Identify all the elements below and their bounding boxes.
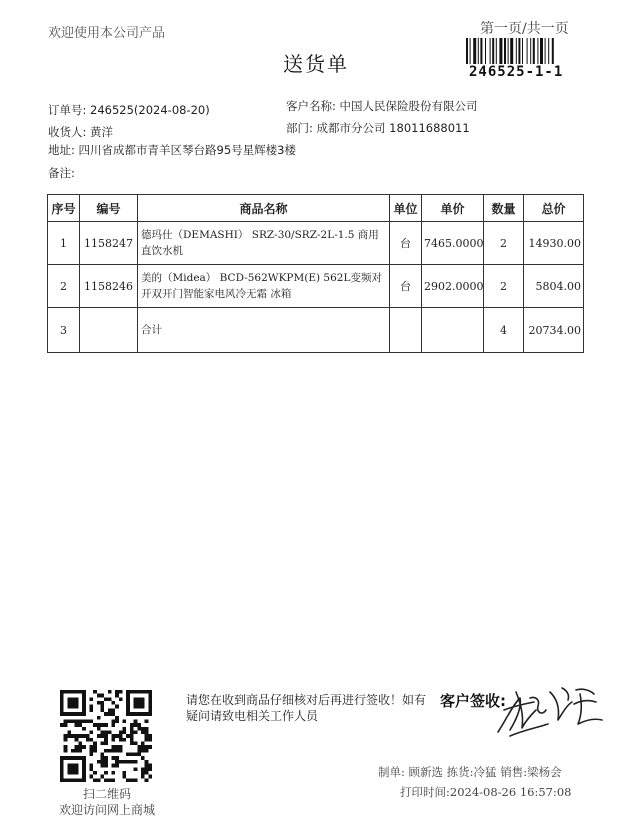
cell-unit-price <box>422 308 484 353</box>
header-seq: 序号 <box>48 195 80 222</box>
cell-unit: 台 <box>390 222 422 265</box>
cell-unit <box>390 308 422 353</box>
cell-code <box>80 308 138 353</box>
cell-seq: 1 <box>48 222 80 265</box>
qr-caption <box>48 786 166 818</box>
cell-product-name: 德玛仕（DEMASHI） SRZ-30/SRZ-2L-1.5 商用直饮水机 <box>138 222 390 265</box>
sign-notice: 请您在收到商品仔细核对后再进行签收！如有疑问请致电相关工作人员 <box>186 693 427 723</box>
table-row-summary <box>48 308 584 353</box>
items-table <box>47 194 584 353</box>
header-quantity: 数量 <box>484 195 524 222</box>
table-row <box>48 222 584 265</box>
qr-caption-line-2: 欢迎访问网上商城 <box>58 803 155 817</box>
cell-unit: 台 <box>390 265 422 308</box>
address: 地址: 四川省成都市青羊区琴台路95号星辉楼3楼 <box>48 143 296 157</box>
print-time: 打印时间:2024-08-26 16:57:08 <box>400 785 572 799</box>
cell-seq: 2 <box>48 265 80 308</box>
page-indicator: 第一页/共一页 <box>480 21 569 37</box>
customer-name: 客户名称: 中国人民保险股份有限公司 <box>286 99 478 113</box>
cell-grand-total: 20734.00 <box>524 308 584 353</box>
receiver: 收货人: 黄洋 <box>48 125 114 139</box>
department: 部门: 成都市分公司 18011688011 <box>286 121 470 135</box>
header-product-name: 商品名称 <box>138 195 390 222</box>
welcome-text: 欢迎使用本公司产品 <box>48 26 166 41</box>
qr-caption-line-1: 扫二维码 <box>82 787 131 801</box>
cell-quantity-sum: 4 <box>484 308 524 353</box>
header-unit: 单位 <box>390 195 422 222</box>
cell-quantity: 2 <box>484 222 524 265</box>
note-label: 备注: <box>48 166 75 180</box>
cell-quantity: 2 <box>484 265 524 308</box>
staff-info: 制单: 顾新选 拣货:冷猛 销售:梁杨会 <box>378 765 562 779</box>
cell-product-name: 美的（Midea） BCD-562WKPM(E) 562L变频对开双开门智能家电风冷无霜 冰箱 <box>138 265 390 308</box>
cell-code: 1158246 <box>80 265 138 308</box>
header-unit-price: 单价 <box>422 195 484 222</box>
customer-signature-label: 客户签收: <box>440 692 506 710</box>
cell-total: 5804.00 <box>524 265 584 308</box>
cell-total: 14930.00 <box>524 222 584 265</box>
cell-summary-label: 合计 <box>138 308 390 353</box>
header-total: 总价 <box>524 195 584 222</box>
document-title: 送货单 <box>283 52 349 76</box>
cell-unit-price: 7465.0000 <box>422 222 484 265</box>
qr-code-icon[interactable] <box>60 690 152 782</box>
cell-code: 1158247 <box>80 222 138 265</box>
table-row <box>48 265 584 308</box>
order-number: 订单号: 246525(2024-08-20) <box>48 103 210 117</box>
barcode-number: 246525-1-1 <box>469 64 564 80</box>
table-header-row <box>48 195 584 222</box>
handwritten-signature <box>490 680 610 742</box>
cell-unit-price: 2902.0000 <box>422 265 484 308</box>
header-code: 编号 <box>80 195 138 222</box>
cell-seq: 3 <box>48 308 80 353</box>
